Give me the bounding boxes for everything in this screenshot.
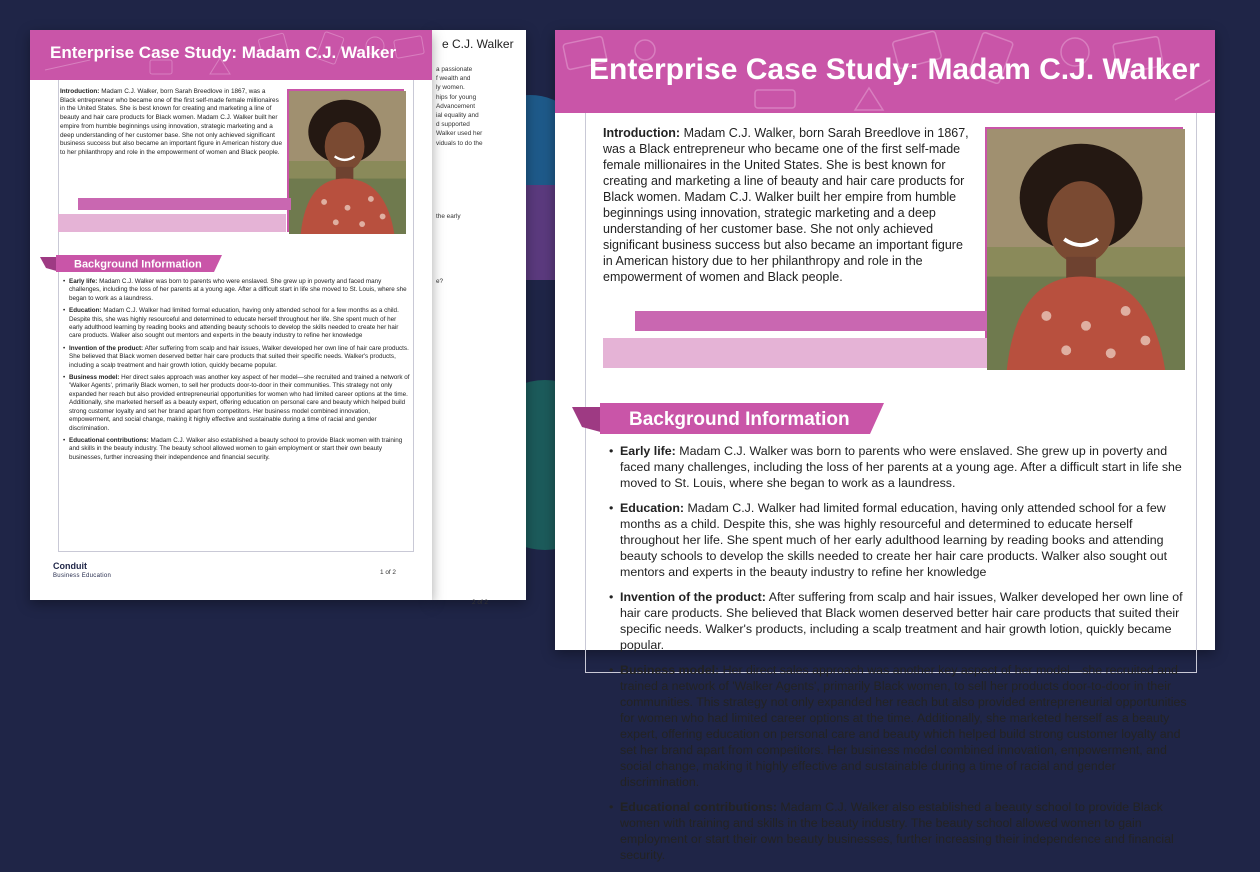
list-item	[611, 589, 1191, 653]
list-item-text: Madam C.J. Walker had limited formal education, having only attended school for a few months as a child. Despite this, she was highly resourceful and determined to educate herself throughout her life. She spent much of her early adulthood learning by reading books and attending beauty schools to develop the skills needed to create her hair care products. Walker also sought out mentors and experts in the beauty industry to refine her knowledge	[69, 307, 399, 340]
intro-text: Madam C.J. Walker, born Sarah Breedlove in 1867, was a Black entrepreneur who became one of the first self-made female millionaires in the United States. She is best known for creating and marketing a line of beauty and hair care products for Black women. Madam C.J. Walker built her empire from humble beginnings using innovation, strategic marketing and a deep understanding of her customer base. She not only achieved significant business success but also became an important figure in American history due to her philanthropy and role in the empowerment of women and Black people.	[603, 126, 969, 284]
text-line	[436, 258, 483, 267]
text-line: d supported	[436, 121, 470, 129]
text-line	[436, 267, 483, 276]
portrait-photo	[985, 127, 1183, 368]
list-item-text: After suffering from scalp and hair issues, Walker developed her own line of hair care products. She believed that Black women deserved better hair care products that suited their specific needs. Walker's products, including a scalp treatment and hair growth lotion, quickly became popular.	[69, 344, 409, 369]
text-line: ial equality and	[436, 112, 479, 120]
text-line	[436, 240, 483, 249]
portrait-photo	[287, 89, 404, 232]
text-line: Walker used her	[436, 130, 483, 138]
intro-label: Introduction:	[603, 126, 681, 140]
page-header	[555, 30, 1215, 113]
page-title: Enterprise Case Study: Madam C.J. Walker	[589, 53, 1200, 86]
list-item-label: Early life:	[620, 444, 676, 458]
text-line	[436, 175, 483, 184]
page-title: Enterprise Case Study: Madam C.J. Walker	[50, 43, 397, 62]
list-item-text: Madam C.J. Walker also established a beauty school to provide Black women with training and skills in the beauty industry. The beauty school allowed women to gain employment or start their own beauty businesses, further increasing their independence and financial security.	[69, 436, 403, 461]
portrait-image	[987, 129, 1185, 370]
text-line	[436, 185, 483, 194]
list-item-text: Madam C.J. Walker also established a beauty school to provide Black women with training and skills in the beauty industry. The beauty school allowed women to gain employment or start their own beauty businesses, further increasing their independence and financial security.	[620, 800, 1174, 862]
page-number: 1 of 2	[380, 569, 396, 576]
list-item-label: Educational contributions:	[69, 436, 149, 444]
decorative-bar	[78, 198, 291, 210]
text-line	[436, 249, 483, 258]
list-item-label: Business model:	[620, 663, 720, 677]
list-item-text: Her direct sales approach was another key aspect of her model—she recruited and trained a network of 'Walker Agents', primarily Black women, to sell her products door-to-door in their communities. This strategy not only expanded her reach but also provided entrepreneurial opportunities for women who had limited career options at the time. Additionally, she marketed herself as a beauty expert, offering education on personal care and beauty which helped build strong customer loyalty and set her brand apart from competitors. Her business model combined innovation, empowerment, and social change, making it highly effective and sustainable during a time of racial and gender discrimination.	[69, 374, 410, 432]
document-page-zoom	[555, 30, 1215, 862]
decorative-bar	[603, 338, 987, 368]
decorative-bar	[635, 311, 987, 331]
page-header	[30, 30, 432, 80]
text-line: f wealth and	[436, 75, 471, 83]
list-item	[611, 799, 1191, 863]
document-page-2	[432, 30, 526, 606]
text-line: viduals to do the	[436, 139, 483, 147]
list-item	[611, 443, 1191, 491]
decorative-bar	[58, 214, 286, 232]
section-heading	[572, 403, 884, 434]
intro-paragraph	[603, 125, 973, 285]
list-item	[611, 500, 1191, 580]
text-line: Advancement	[436, 102, 476, 110]
text-line: the early	[436, 213, 461, 221]
background-list	[611, 443, 1191, 872]
intro-paragraph	[60, 88, 282, 158]
text-line: a passionate	[436, 66, 473, 73]
list-item	[64, 437, 410, 462]
list-item-label: Education:	[69, 307, 102, 315]
list-item-text: Madam C.J. Walker was born to parents who were enslaved. She grew up in poverty and faced many challenges, including the loss of her parents at a young age. After a difficult start in life she moved to St. Louis, where she began to work as a laundress.	[620, 444, 1182, 490]
document-page-1	[30, 30, 432, 600]
brand-logo: Conduit	[53, 561, 87, 571]
text-line	[436, 231, 483, 240]
text-line: ly women.	[436, 84, 465, 92]
intro-label: Introduction:	[60, 88, 100, 95]
list-item-label: Business model:	[69, 374, 120, 382]
list-item-label: Invention of the product:	[69, 344, 144, 352]
list-item	[64, 278, 410, 303]
list-item	[64, 307, 410, 341]
text-line	[436, 203, 483, 212]
text-line: e?	[436, 277, 444, 285]
list-item-text: Madam C.J. Walker was born to parents who were enslaved. She grew up in poverty and faced many challenges, including the loss of her parents at a young age. After a difficult start in life she moved to St. Louis, where she began to work as a laundress.	[69, 278, 407, 302]
portrait-image	[289, 91, 406, 234]
list-item	[64, 374, 410, 433]
page-number: 2 of 2	[472, 599, 488, 606]
text-line	[436, 194, 483, 203]
list-item-label: Educational contributions:	[620, 800, 777, 814]
intro-text: Madam C.J. Walker, born Sarah Breedlove in 1867, was a Black entrepreneur who became one of the first self-made female millionaires in the United States. She is best known for creating and marketing a line of beauty and hair care products for Black women. Madam C.J. Walker built her empire from humble beginnings using innovation, strategic marketing and a deep understanding of her customer base. She not only achieved significant business success but also became an important figure in American history due to her philanthropy and role in the empowerment of women and Black people.	[60, 88, 283, 156]
text-line	[436, 157, 483, 166]
page-2-title: e C.J. Walker	[442, 37, 514, 51]
text-line	[436, 148, 483, 157]
section-heading-text: Background Information	[629, 409, 850, 430]
text-line	[436, 166, 483, 175]
list-item-label: Education:	[620, 501, 685, 515]
section-heading-text: Background Information	[74, 258, 202, 271]
list-item	[64, 345, 410, 370]
page-2-text	[436, 65, 483, 286]
list-item-text: Her direct sales approach was another key aspect of her model—she recruited and trained a network of 'Walker Agents', primarily Black women, to sell her products door-to-door in their communities. This strategy not only expanded her reach but also provided entrepreneurial opportunities for women who had limited career options at the time. Additionally, she marketed herself as a beauty expert, offering education on personal care and beauty which helped build strong customer loyalty and set her brand apart from competitors. Her business model combined innovation, empowerment, and social change, making it highly effective and sustainable during a time of racial and gender discrimination.	[620, 663, 1187, 789]
list-item-label: Invention of the product:	[620, 590, 766, 604]
list-item-text: After suffering from scalp and hair issues, Walker developed her own line of hair care products. She believed that Black women deserved better hair care products that suited their specific needs. Walker's products, including a scalp treatment and hair growth lotion, quickly became popular.	[620, 590, 1183, 652]
text-line	[436, 221, 483, 230]
brand-subtitle: Business Education	[53, 573, 112, 579]
list-item-label: Early life:	[69, 278, 98, 285]
section-heading	[40, 255, 222, 272]
text-line: hips for young	[436, 93, 477, 101]
list-item	[611, 662, 1191, 790]
background-list	[64, 278, 410, 466]
list-item-text: Madam C.J. Walker had limited formal education, having only attended school for a few months as a child. Despite this, she was highly resourceful and determined to educate herself throughout her life. She spent much of her early adulthood learning by reading books and attending beauty schools to develop the skills needed to create her hair care products. Walker also sought out mentors and experts in the beauty industry to refine her knowledge	[620, 501, 1168, 579]
